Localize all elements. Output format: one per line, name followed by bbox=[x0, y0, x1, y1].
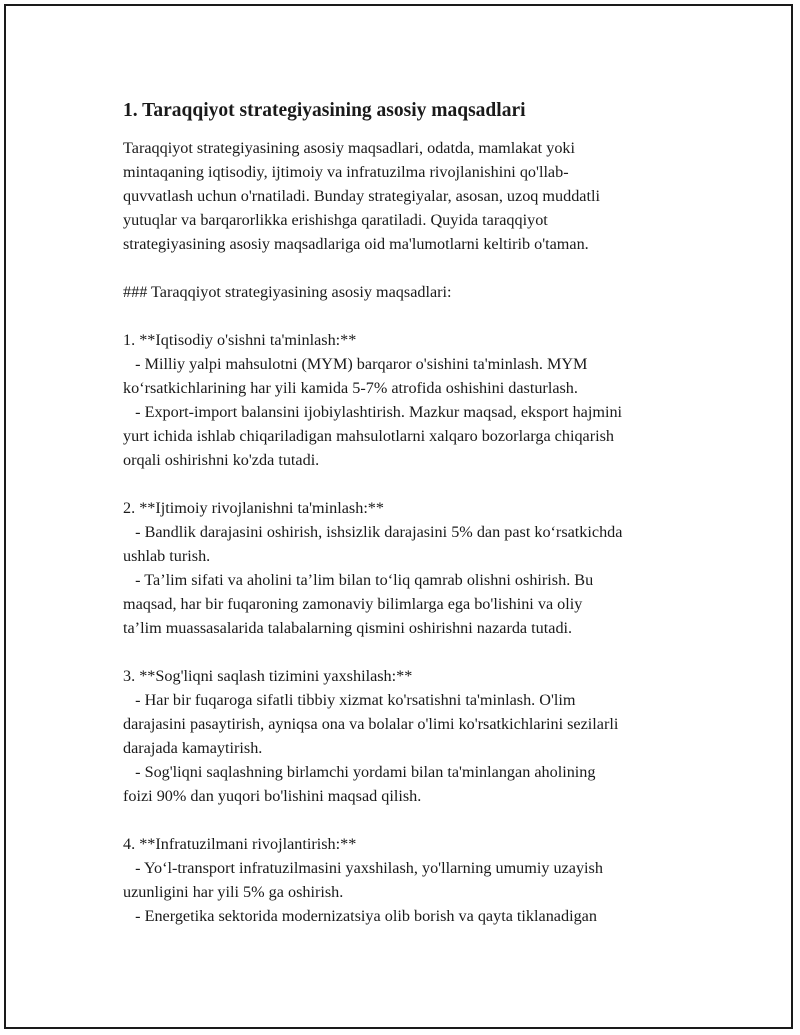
text-line: ### Taraqqiyot strategiyasining asosiy maqsadlari: bbox=[123, 283, 452, 301]
text-line: 1. **Iqtisodiy o'sishni ta'minlash:** bbox=[123, 331, 357, 349]
text-line: - Milliy yalpi mahsulotni (MYM) barqaror o'sishini ta'minlash. MYM bbox=[123, 355, 588, 373]
text-line: yutuqlar va barqarorlikka erishishga qaratiladi. Quyida taraqqiyot bbox=[123, 211, 548, 229]
blank-line bbox=[123, 640, 703, 664]
page-frame bbox=[4, 4, 793, 1029]
text-line: - Bandlik darajasini oshirish, ishsizlik darajasini 5% dan past ko‘rsatkichda bbox=[123, 523, 623, 541]
text-line: darajada kamaytirish. bbox=[123, 739, 263, 757]
text-line: Taraqqiyot strategiyasining asosiy maqsadlari, odatda, mamlakat yoki bbox=[123, 139, 576, 157]
section-heading: 1. Taraqqiyot strategiyasining asosiy maqsadlari bbox=[123, 100, 526, 121]
text-line: 4. **Infratuzilmani rivojlantirish:** bbox=[123, 835, 357, 853]
text-line: strategiyasining asosiy maqsadlariga oid ma'lumotlarni keltirib o'taman. bbox=[123, 235, 589, 253]
text-line: ushlab turish. bbox=[123, 547, 211, 565]
text-line: - Export-import balansini ijobiylashtirish. Mazkur maqsad, eksport hajmini bbox=[123, 403, 623, 421]
text-line: maqsad, har bir fuqaroning zamonaviy bilimlarga ega bo'lishini va oliy bbox=[123, 595, 583, 613]
blank-line bbox=[123, 472, 703, 496]
blank-line bbox=[123, 256, 703, 280]
document-body bbox=[123, 98, 703, 928]
text-line: - Yo‘l-transport infratuzilmasini yaxshilash, yo'llarning umumiy uzayish bbox=[123, 859, 603, 877]
text-line: foizi 90% dan yuqori bo'lishini maqsad qilish. bbox=[123, 787, 422, 805]
text-line: - Har bir fuqaroga sifatli tibbiy xizmat ko'rsatishni ta'minlash. O'lim bbox=[123, 691, 576, 709]
text-line: - Ta’lim sifati va aholini ta’lim bilan to‘liq qamrab olishni oshirish. Bu bbox=[123, 571, 594, 589]
blank-line bbox=[123, 304, 703, 328]
text-line: ta’lim muassasalarida talabalarning qismini oshirishni nazarda tutadi. bbox=[123, 619, 573, 637]
text-line: 2. **Ijtimoiy rivojlanishni ta'minlash:** bbox=[123, 499, 384, 517]
text-line: - Sog'liqni saqlashning birlamchi yordami bilan ta'minlangan aholining bbox=[123, 763, 596, 781]
text-line: mintaqaning iqtisodiy, ijtimoiy va infratuzilma rivojlanishini qo'llab- bbox=[123, 163, 569, 181]
text-block bbox=[123, 136, 703, 928]
text-line: quvvatlash uchun o'rnatiladi. Bunday strategiyalar, asosan, uzoq muddatli bbox=[123, 187, 600, 205]
text-line: orqali oshirishni ko'zda tutadi. bbox=[123, 451, 320, 469]
blank-line bbox=[123, 808, 703, 832]
text-line: uzunligini har yili 5% ga oshirish. bbox=[123, 883, 344, 901]
text-line: 3. **Sog'liqni saqlash tizimini yaxshilash:** bbox=[123, 667, 413, 685]
text-line: - Energetika sektorida modernizatsiya olib borish va qayta tiklanadigan bbox=[123, 907, 597, 925]
text-line: yurt ichida ishlab chiqariladigan mahsulotlarni xalqaro bozorlarga chiqarish bbox=[123, 427, 615, 445]
text-line: ko‘rsatkichlarining har yili kamida 5-7% atrofida oshishini dasturlash. bbox=[123, 379, 578, 397]
text-line: darajasini pasaytirish, ayniqsa ona va bolalar o'limi ko'rsatkichlarini sezilarli bbox=[123, 715, 619, 733]
